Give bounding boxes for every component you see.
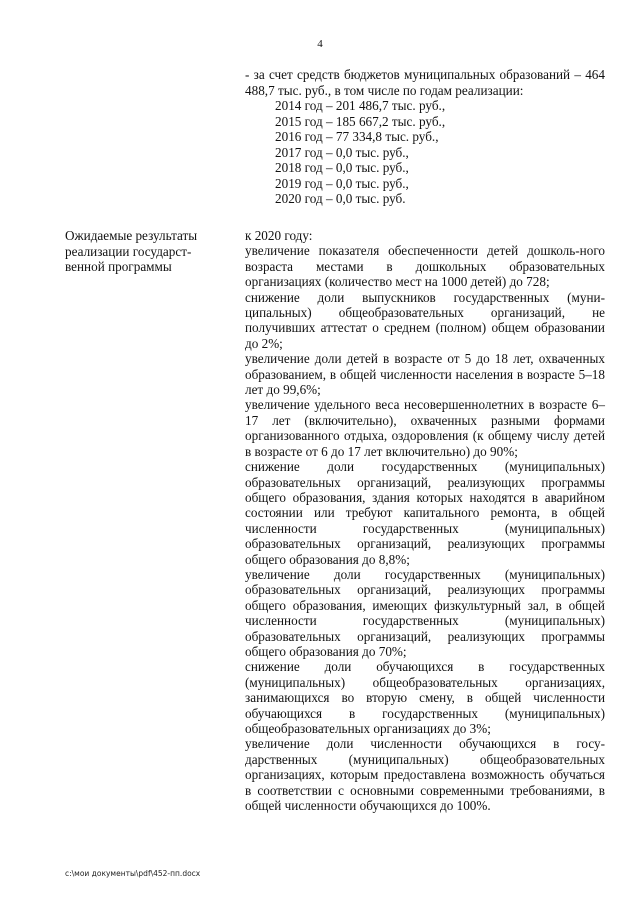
- file-path-footer: c:\мои документы\pdf\452-пп.docx: [65, 869, 201, 878]
- financing-years-list: [275, 98, 605, 207]
- financing-year-item: 2018 год – 0,0 тыс. руб.,: [275, 160, 409, 175]
- financing-intro: - за счет средств бюджетов муниципальных образований – 464 488,7 тыс. руб., в том числе по годам реализации:: [245, 67, 605, 98]
- financing-year-item: 2020 год – 0,0 тыс. руб.: [275, 191, 406, 206]
- financing-year-item: 2016 год – 77 334,8 тыс. руб.,: [275, 129, 439, 144]
- result-item: снижение доли государственных (муниципальных) образовательных организаций, реализующих программы общего образования, здания которых находятся в аварийном состоянии или требуют капитального ремонта, в общей численности государственных (муниципальных) образовательных организаций, реализующих программы общего образования до 8,8%;: [245, 459, 605, 567]
- financing-year-item: 2019 год – 0,0 тыс. руб.,: [275, 175, 409, 191]
- financing-year-item: 2014 год – 201 486,7 тыс. руб.,: [275, 98, 446, 113]
- result-item: увеличение удельного веса несовершеннолетних в возрасте 6–17 лет (включительно), охваченных разными формами организованного отдыха, оздоровления (к общему числу детей в возрасте от 6 до 17 лет включительно) до 90%;: [245, 397, 605, 459]
- financing-year-item: 2017 год – 0,0 тыс. руб.,: [275, 144, 409, 160]
- result-item: снижение доли обучающихся в государственных (муниципальных) общеобразовательных организациях, занимающихся во вторую смену, в общей численности обучающихся в государственных (муниципальных) общеобразовательных организациях до 3%;: [245, 659, 605, 736]
- results-intro: к 2020 году:: [245, 228, 313, 243]
- result-item: увеличение доли численности обучающихся в госу-дарственных (муниципальных) общеобразовательных организациях, которым предоставлена возможность обучаться в соответствии с основными современными требованиями, в общей численности обучающихся до 100%.: [245, 736, 605, 814]
- result-item: снижение доли выпускников государственных (муни-ципальных) общеобразовательных организаций, не получивших аттестат о среднем (полном) общем образовании до 2%;: [245, 289, 605, 351]
- result-item: увеличение доли детей в возрасте от 5 до 18 лет, охваченных образованием, в общей численности населения в возрасте 5–18 лет до 99,6%;: [245, 351, 605, 398]
- page-number: 4: [317, 38, 323, 50]
- result-item: увеличение показателя обеспеченности детей дошколь-ного возраста местами в дошкольных образовательных организациях (количество мест на 1000 детей) до 728;: [245, 243, 605, 290]
- results-label: Ожидаемые результаты реализации государст-венной программы: [65, 228, 198, 274]
- financing-year-item: 2015 год – 185 667,2 тыс. руб.,: [275, 113, 446, 129]
- financing-continuation: [245, 67, 605, 207]
- results-content: [245, 228, 605, 813]
- result-item: увеличение доли государственных (муниципальных) образовательных организаций, реализующих программы общего образования, имеющих физкультурный зал, в общей численности государственных (муниципальных) образовательных организаций, реализующих программы общего образования до 70%;: [245, 566, 605, 659]
